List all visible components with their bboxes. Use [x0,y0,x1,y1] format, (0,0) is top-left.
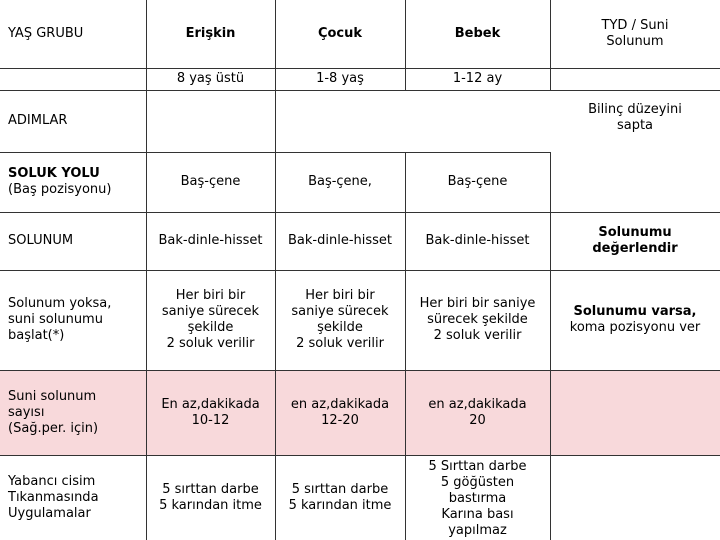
row-divider [0,270,720,271]
obstruction-label: Yabancı cisim Tıkanmasında Uygulamalar [8,473,99,521]
no-breath-cpr-rest: koma pozisyonu ver [569,320,701,335]
col-divider [146,0,147,540]
rate-infant: en az,dakikada 20 [428,396,527,428]
row-divider [0,455,720,456]
obstruction-child: 5 sırttan darbe 5 karından itme [288,481,392,513]
airway-label [0,152,146,212]
header-infant: Bebek [454,26,501,41]
airway-child: Baş-çene, [308,174,372,189]
airway-infant: Baş-çene [447,174,508,189]
row-divider [0,90,720,91]
header-child: Çocuk [317,26,363,41]
rate-label: Suni solunum sayısı (Sağ.per. için) [8,388,99,436]
airway-adult: Baş-çene [180,174,241,189]
col-divider [550,152,551,540]
steps-consciousness: Bilinç düzeyini sapta [588,102,682,133]
row-divider [0,370,720,371]
no-breath-child: Her biri bir saniye sürecek şekilde 2 soluk verilir [291,288,389,351]
col-divider [405,152,406,540]
col-divider [275,0,276,540]
breathing-cpr: Solunumu değerlendir [592,225,678,256]
steps-label: ADIMLAR [8,113,68,128]
no-breath-cpr-bold: Solunumu varsa, [573,304,697,319]
no-breath-infant: Her biri bir saniye sürecek şekilde 2 soluk verilir [419,296,536,343]
no-breath-cpr [550,270,720,370]
breathing-infant: Bak-dinle-hisset [425,233,530,248]
breathing-adult: Bak-dinle-hisset [158,233,263,248]
rate-adult: En az,dakikada 10-12 [161,396,260,428]
row-divider [0,68,720,69]
row-divider [0,212,720,213]
col-divider [405,0,406,90]
breathing-child: Bak-dinle-hisset [288,233,392,248]
breathing-label: SOLUNUM [8,233,74,248]
header-adult: Erişkin [185,26,236,41]
age-child: 1-8 yaş [316,71,364,86]
no-breath-label: Solunum yoksa, suni solunumu başlat(*) [8,296,112,343]
header-cpr: TYD / Suni Solunum [601,18,669,49]
col-divider [550,0,551,90]
airway-label-main: SOLUK YOLU [8,166,100,181]
rate-child: en az,dakikada 12-20 [290,396,390,428]
no-breath-adult: Her biri bir saniye sürecek şekilde 2 soluk verilir [161,288,260,351]
age-infant: 1-12 ay [452,71,503,86]
airway-label-sub: (Baş pozisyonu) [8,182,112,197]
obstruction-infant: 5 Sırttan darbe 5 göğüsten bastırma Karına bası yapılmaz [428,459,527,538]
header-age-group: YAŞ GRUBU [8,26,84,41]
obstruction-adult: 5 sırttan darbe 5 karından itme [159,481,262,513]
age-adult: 8 yaş üstü [176,71,245,86]
